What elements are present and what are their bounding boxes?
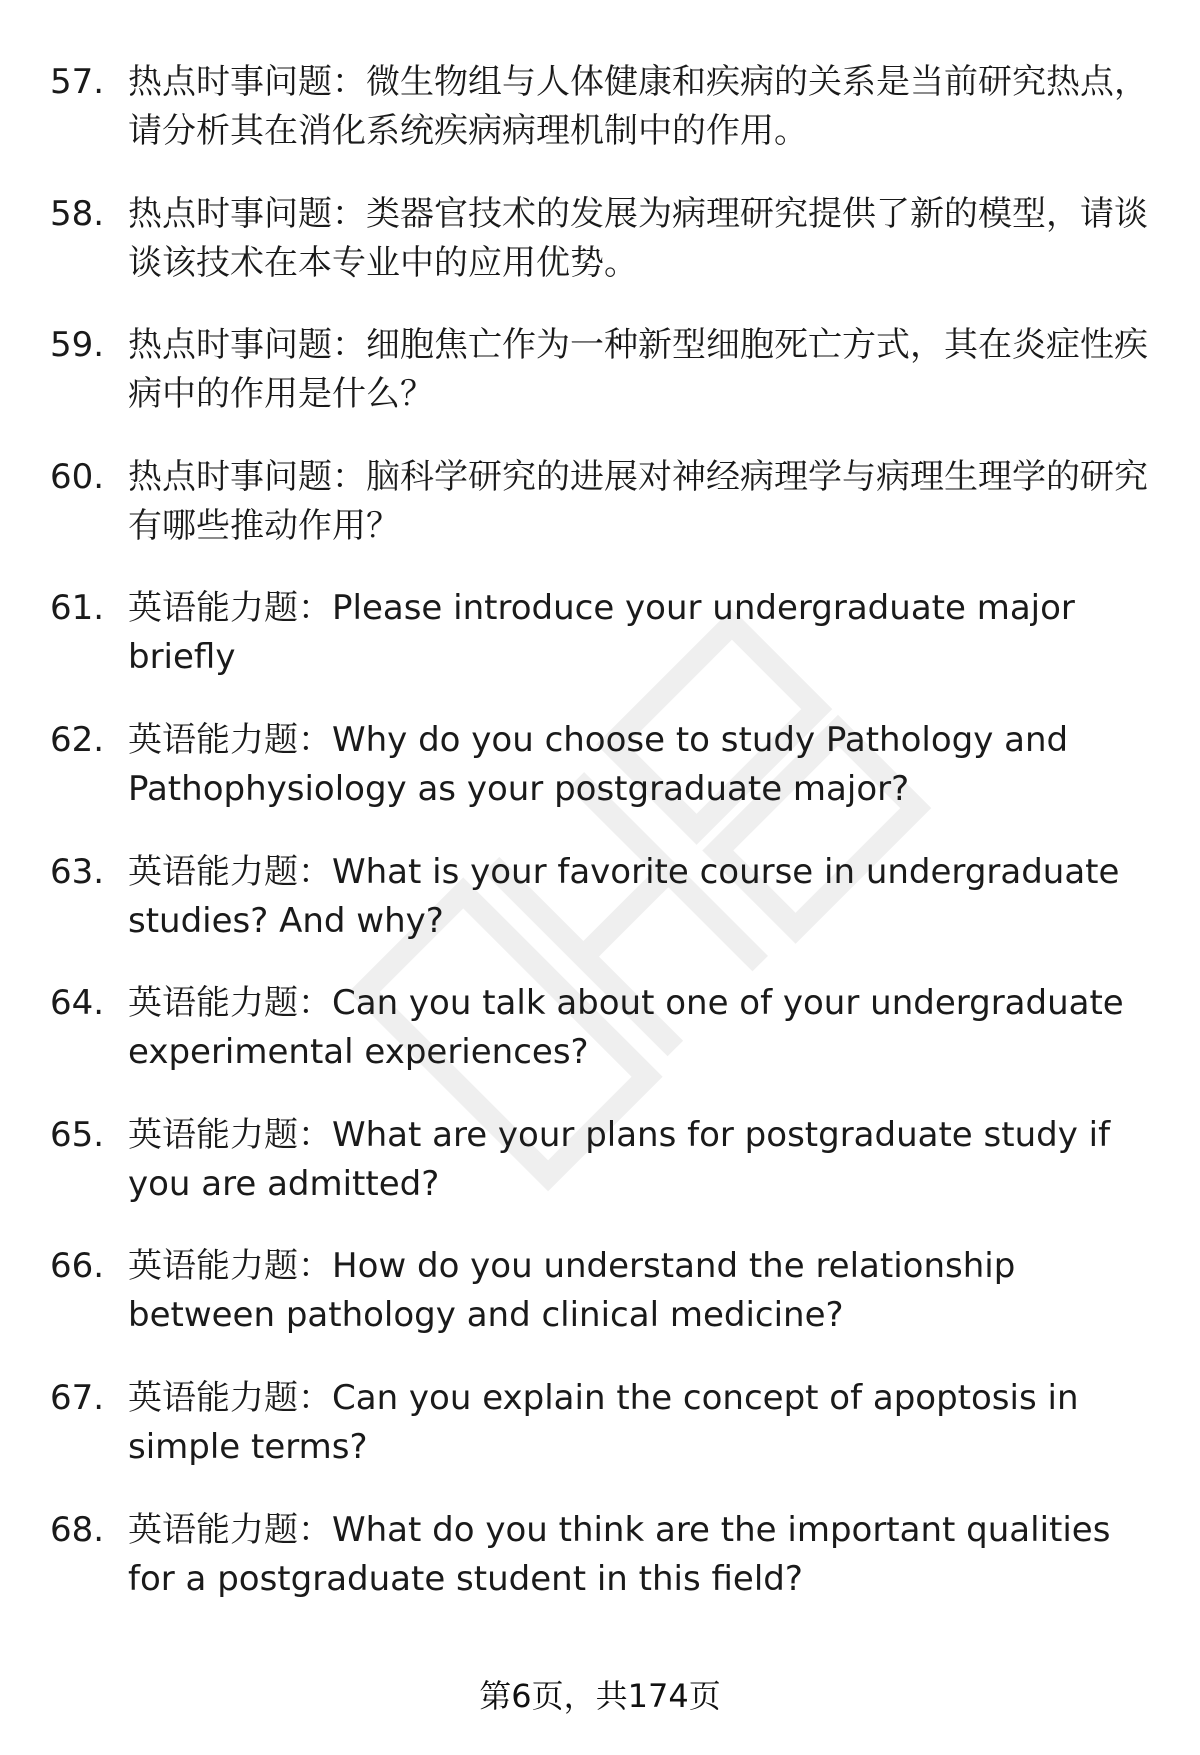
question-number: 61. <box>50 588 105 629</box>
question-number: 63. <box>50 851 105 892</box>
question-item <box>50 453 1160 585</box>
question-number: 58. <box>50 193 105 234</box>
question-item <box>50 716 1160 848</box>
question-number: 67. <box>50 1377 105 1418</box>
question-text: 热点时事问题：微生物组与人体健康和疾病的关系是当前研究热点，请分析其在消化系统疾病病理机制中的作用。 <box>128 62 1148 151</box>
question-text: 英语能力题：What is your favorite course in undergraduate studies? And why? <box>128 851 1120 941</box>
question-item <box>50 58 1160 190</box>
question-text: 英语能力题：Why do you choose to study Pathology and Pathophysiology as your postgraduate major? <box>128 719 1069 809</box>
question-text: 热点时事问题：脑科学研究的进展对神经病理学与病理生理学的研究有哪些推动作用？ <box>128 456 1148 546</box>
question-item <box>50 584 1160 716</box>
question-item <box>50 1242 1160 1374</box>
question-text: 英语能力题：How do you understand the relationship between pathology and clinical medicine? <box>128 1246 1016 1336</box>
question-item <box>50 848 1160 980</box>
question-item <box>50 321 1160 453</box>
question-number: 57. <box>50 62 105 102</box>
question-text: 热点时事问题：类器官技术的发展为病理研究提供了新的模型，请谈谈该技术在本专业中的应用优势。 <box>128 193 1148 283</box>
question-list <box>50 58 1160 1637</box>
question-number: 66. <box>50 1246 105 1287</box>
question-text: 英语能力题：Can you explain the concept of apoptosis in simple terms? <box>128 1377 1079 1467</box>
question-text: 热点时事问题：细胞焦亡作为一种新型细胞死亡方式，其在炎症性疾病中的作用是什么？ <box>128 325 1148 415</box>
question-number: 68. <box>50 1509 105 1550</box>
question-item <box>50 979 1160 1111</box>
question-number: 64. <box>50 983 105 1024</box>
question-text: 英语能力题：Please introduce your undergraduate major briefly <box>128 588 1075 678</box>
page-indicator: 第6页，共174页 <box>479 1677 721 1715</box>
question-item <box>50 1374 1160 1506</box>
question-number: 59. <box>50 325 105 366</box>
question-number: 60. <box>50 456 105 497</box>
question-number: 62. <box>50 719 105 760</box>
question-item <box>50 1506 1160 1638</box>
question-item <box>50 1111 1160 1243</box>
question-text: 英语能力题：What are your plans for postgraduate study if you are admitted? <box>128 1114 1111 1204</box>
question-number: 65. <box>50 1114 105 1155</box>
question-text: 英语能力题：Can you talk about one of your undergraduate experimental experiences? <box>128 983 1124 1073</box>
question-item <box>50 190 1160 322</box>
question-text: 英语能力题：What do you think are the important qualities for a postgraduate student in this field? <box>128 1509 1111 1599</box>
